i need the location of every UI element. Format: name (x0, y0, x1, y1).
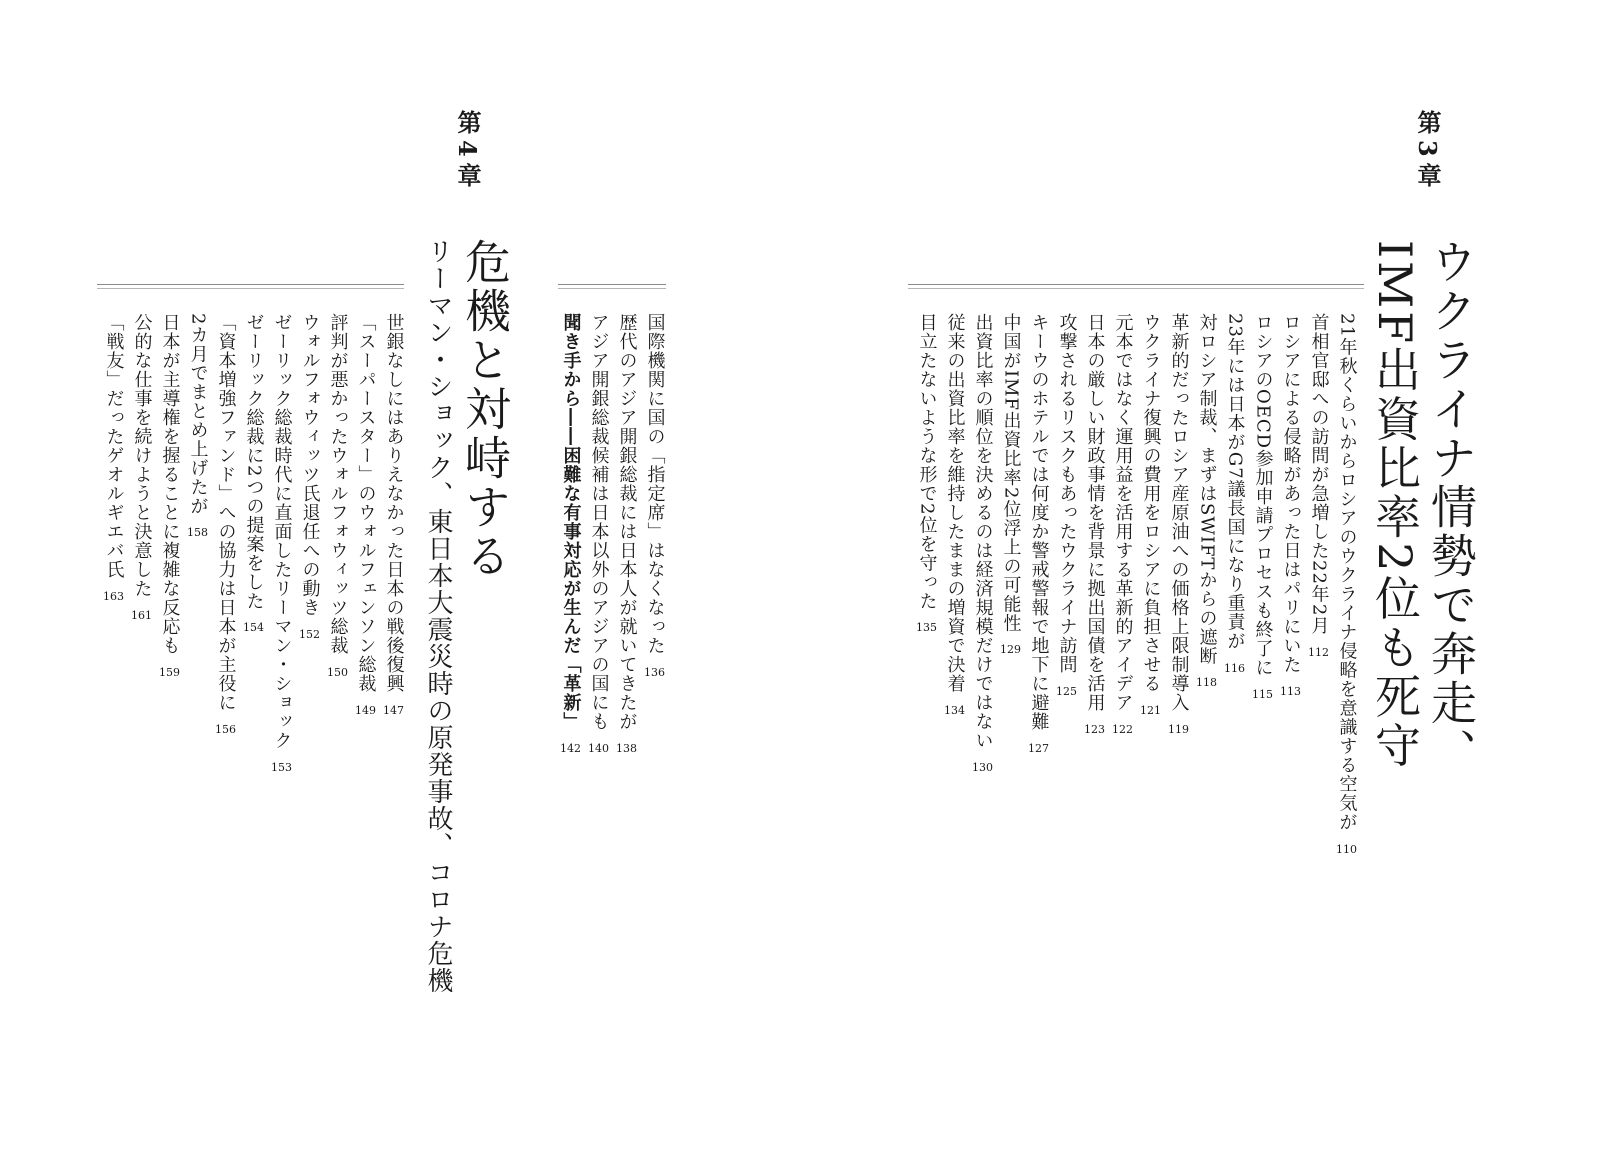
chapter-3-rule (908, 284, 1364, 285)
toc-entry-page: 149 (355, 704, 376, 717)
toc-entry[interactable] (271, 313, 292, 773)
toc-entry-title: 世銀なしにはありえなかった日本の戦後復興 (383, 313, 405, 693)
toc-entry-page: 118 (1196, 676, 1217, 690)
toc-entry[interactable] (1252, 313, 1273, 700)
toc-entry[interactable] (1000, 313, 1021, 655)
toc-entry[interactable] (1336, 313, 1357, 855)
toc-entry-title: 元本ではなく運用益を活用する革新的アイデア (1112, 313, 1134, 712)
toc-entry[interactable] (1168, 313, 1189, 735)
toc-entry-title: 目立たないような形で2位を守った (916, 313, 938, 611)
toc-entry-page: 152 (299, 628, 320, 641)
toc-entry[interactable] (644, 313, 665, 678)
toc-entry-page: 129 (1000, 643, 1021, 657)
toc-entry[interactable] (588, 313, 609, 754)
chapter-4-rule-left-2 (97, 288, 404, 289)
toc-entry-page: 161 (131, 609, 152, 622)
toc-entry-page: 147 (383, 704, 404, 717)
toc-entry-title: 対ロシア制裁、まずはSWIFTからの遮断 (1196, 313, 1218, 666)
chapter-4-rule-left (97, 284, 404, 285)
toc-entry-page: 140 (588, 742, 609, 755)
toc-entry-title: 「資本増強ファンド」への協力は日本が主役に (215, 313, 237, 712)
toc-entry-title: 「戦友」だったゲオルギエバ氏 (103, 313, 125, 579)
toc-entry-page: 121 (1140, 704, 1161, 717)
chapter-3-subtitle: IMF出資比率2位も死守 (1368, 240, 1422, 771)
toc-entry[interactable] (1112, 313, 1133, 735)
toc-entry-title: 国際機関に国の「指定席」はなくなった (644, 313, 666, 655)
toc-entry-title: キーウのホテルでは何度か警戒警報で地下に避難 (1028, 313, 1050, 731)
toc-entry-page: 127 (1028, 742, 1049, 755)
toc-entry-title: 日本が主導権を握ることに複雑な反応も (159, 313, 181, 655)
toc-entry[interactable] (1056, 313, 1077, 697)
toc-entry-page: 122 (1112, 723, 1133, 736)
toc-entry-title: 23年には日本がG7議長国になり重責が (1224, 313, 1246, 651)
toc-entry-page: 138 (616, 742, 637, 755)
toc-entry[interactable] (103, 313, 124, 602)
right-page (800, 0, 1600, 1157)
chapter-4-title: 危機と対峙する (458, 238, 512, 581)
toc-entry-title: ウォルフォウィッツ氏退任への動き (299, 313, 321, 617)
toc-entry[interactable] (1280, 313, 1301, 697)
toc-entry[interactable] (1196, 313, 1217, 688)
toc-entry[interactable] (916, 313, 937, 633)
toc-entry-title: 評判が悪かったウォルフォウィッツ総裁 (327, 313, 349, 655)
toc-entry[interactable] (1224, 313, 1245, 674)
toc-entry-title: 出資比率の順位を決めるのは経済規模だけではない (972, 313, 994, 750)
toc-entry-page: 113 (1280, 685, 1301, 698)
toc-entry-title: 首相官邸への訪問が急増した22年2月 (1308, 313, 1330, 636)
toc-entry-page: 119 (1168, 723, 1189, 736)
chapter-3-title: ウクライナ情勢で奔走、 (1424, 238, 1478, 777)
toc-entry[interactable] (243, 313, 264, 633)
toc-entry[interactable] (215, 313, 236, 735)
chapter-3-rule-2 (908, 288, 1364, 289)
toc-entry-title: 2カ月でまとめ上げたが (187, 313, 209, 516)
toc-entry[interactable] (1028, 313, 1049, 754)
toc-entry-page: 158 (187, 526, 208, 540)
toc-entry[interactable] (187, 313, 208, 538)
toc-entry-page: 115 (1252, 688, 1273, 702)
toc-entry-title: ウクライナ復興の費用をロシアに負担させる (1140, 313, 1162, 693)
toc-entry-page: 135 (916, 621, 937, 635)
toc-entry[interactable] (327, 313, 348, 678)
toc-entry[interactable] (159, 313, 180, 678)
toc-entry[interactable] (944, 313, 965, 716)
toc-entry[interactable] (1084, 313, 1105, 735)
chapter-4-subtitle: リーマン・ショック、東日本大震災時の原発事故、コロナ危機 (423, 238, 453, 994)
toc-entry[interactable] (616, 313, 637, 754)
toc-entry-page: 136 (644, 666, 665, 679)
toc-entry-title: 21年秋くらいからロシアのウクライナ侵略を意識する空気が (1336, 313, 1358, 832)
toc-entry-page: 116 (1224, 661, 1245, 675)
toc-entry[interactable] (383, 313, 404, 716)
toc-entry-title: 攻撃されるリスクもあったウクライナ訪問 (1056, 313, 1078, 674)
toc-entry-title: 中国がIMF出資比率2位浮上の可能性 (1000, 313, 1022, 633)
toc-entry-page: 163 (103, 590, 124, 603)
chapter-4-rule-right-2 (558, 288, 666, 289)
toc-entry-page: 154 (243, 621, 264, 635)
chapter-3-label: 第3章 (1413, 110, 1442, 193)
toc-entry-title: ロシアによる侵略があった日はパリにいた (1280, 313, 1302, 674)
toc-entry-title: ゼーリック総裁に2つの提案をした (243, 313, 265, 611)
toc-entry-title: ロシアのOECD参加申請プロセスも終了に (1252, 313, 1274, 678)
toc-entry-title: 「スーパースター」のウォルフェンソン総裁 (355, 313, 377, 693)
toc-entry-page: 156 (215, 723, 236, 736)
toc-entry[interactable] (1308, 313, 1329, 658)
toc-entry-page: 142 (560, 742, 581, 755)
toc-entry-title: 日本の厳しい財政事情を背景に拠出国債を活用 (1084, 313, 1106, 712)
toc-entry-title: アジア開銀総裁候補は日本以外のアジアの国にも (588, 313, 610, 731)
toc-entry-page: 150 (327, 666, 348, 679)
toc-entry-title: 従来の出資比率を維持したままの増資で決着 (944, 313, 966, 693)
toc-entry-title: 革新的だったロシア産原油への価格上限制導入 (1168, 313, 1190, 712)
toc-entry[interactable] (972, 313, 993, 773)
toc-entry-title: 公的な仕事を続けようと決意した (131, 313, 153, 598)
toc-entry-title: ゼーリック総裁時代に直面したリーマン・ショック (271, 313, 293, 750)
toc-entry-page: 130 (972, 761, 993, 774)
toc-entry[interactable] (1140, 313, 1161, 716)
chapter-4-rule-right (558, 284, 666, 285)
toc-entry[interactable] (299, 313, 320, 640)
toc-entry-page: 123 (1084, 723, 1105, 736)
toc-entry-page: 134 (944, 704, 965, 717)
toc-entry[interactable] (560, 313, 581, 754)
toc-entry-page: 112 (1308, 646, 1329, 660)
toc-entry-title: 聞き手から――困難な有事対応が生んだ「革新」 (560, 313, 582, 731)
chapter-4-label: 第4章 (453, 110, 482, 193)
toc-entry-page: 153 (271, 761, 292, 774)
toc-entry-page: 159 (159, 666, 180, 679)
toc-entry-page: 110 (1336, 842, 1357, 856)
toc-entry-title: 歴代のアジア開銀総裁には日本人が就いてきたが (616, 313, 638, 731)
toc-entry-page: 125 (1056, 685, 1077, 698)
toc-entry[interactable] (355, 313, 376, 716)
toc-entry[interactable] (131, 313, 152, 621)
